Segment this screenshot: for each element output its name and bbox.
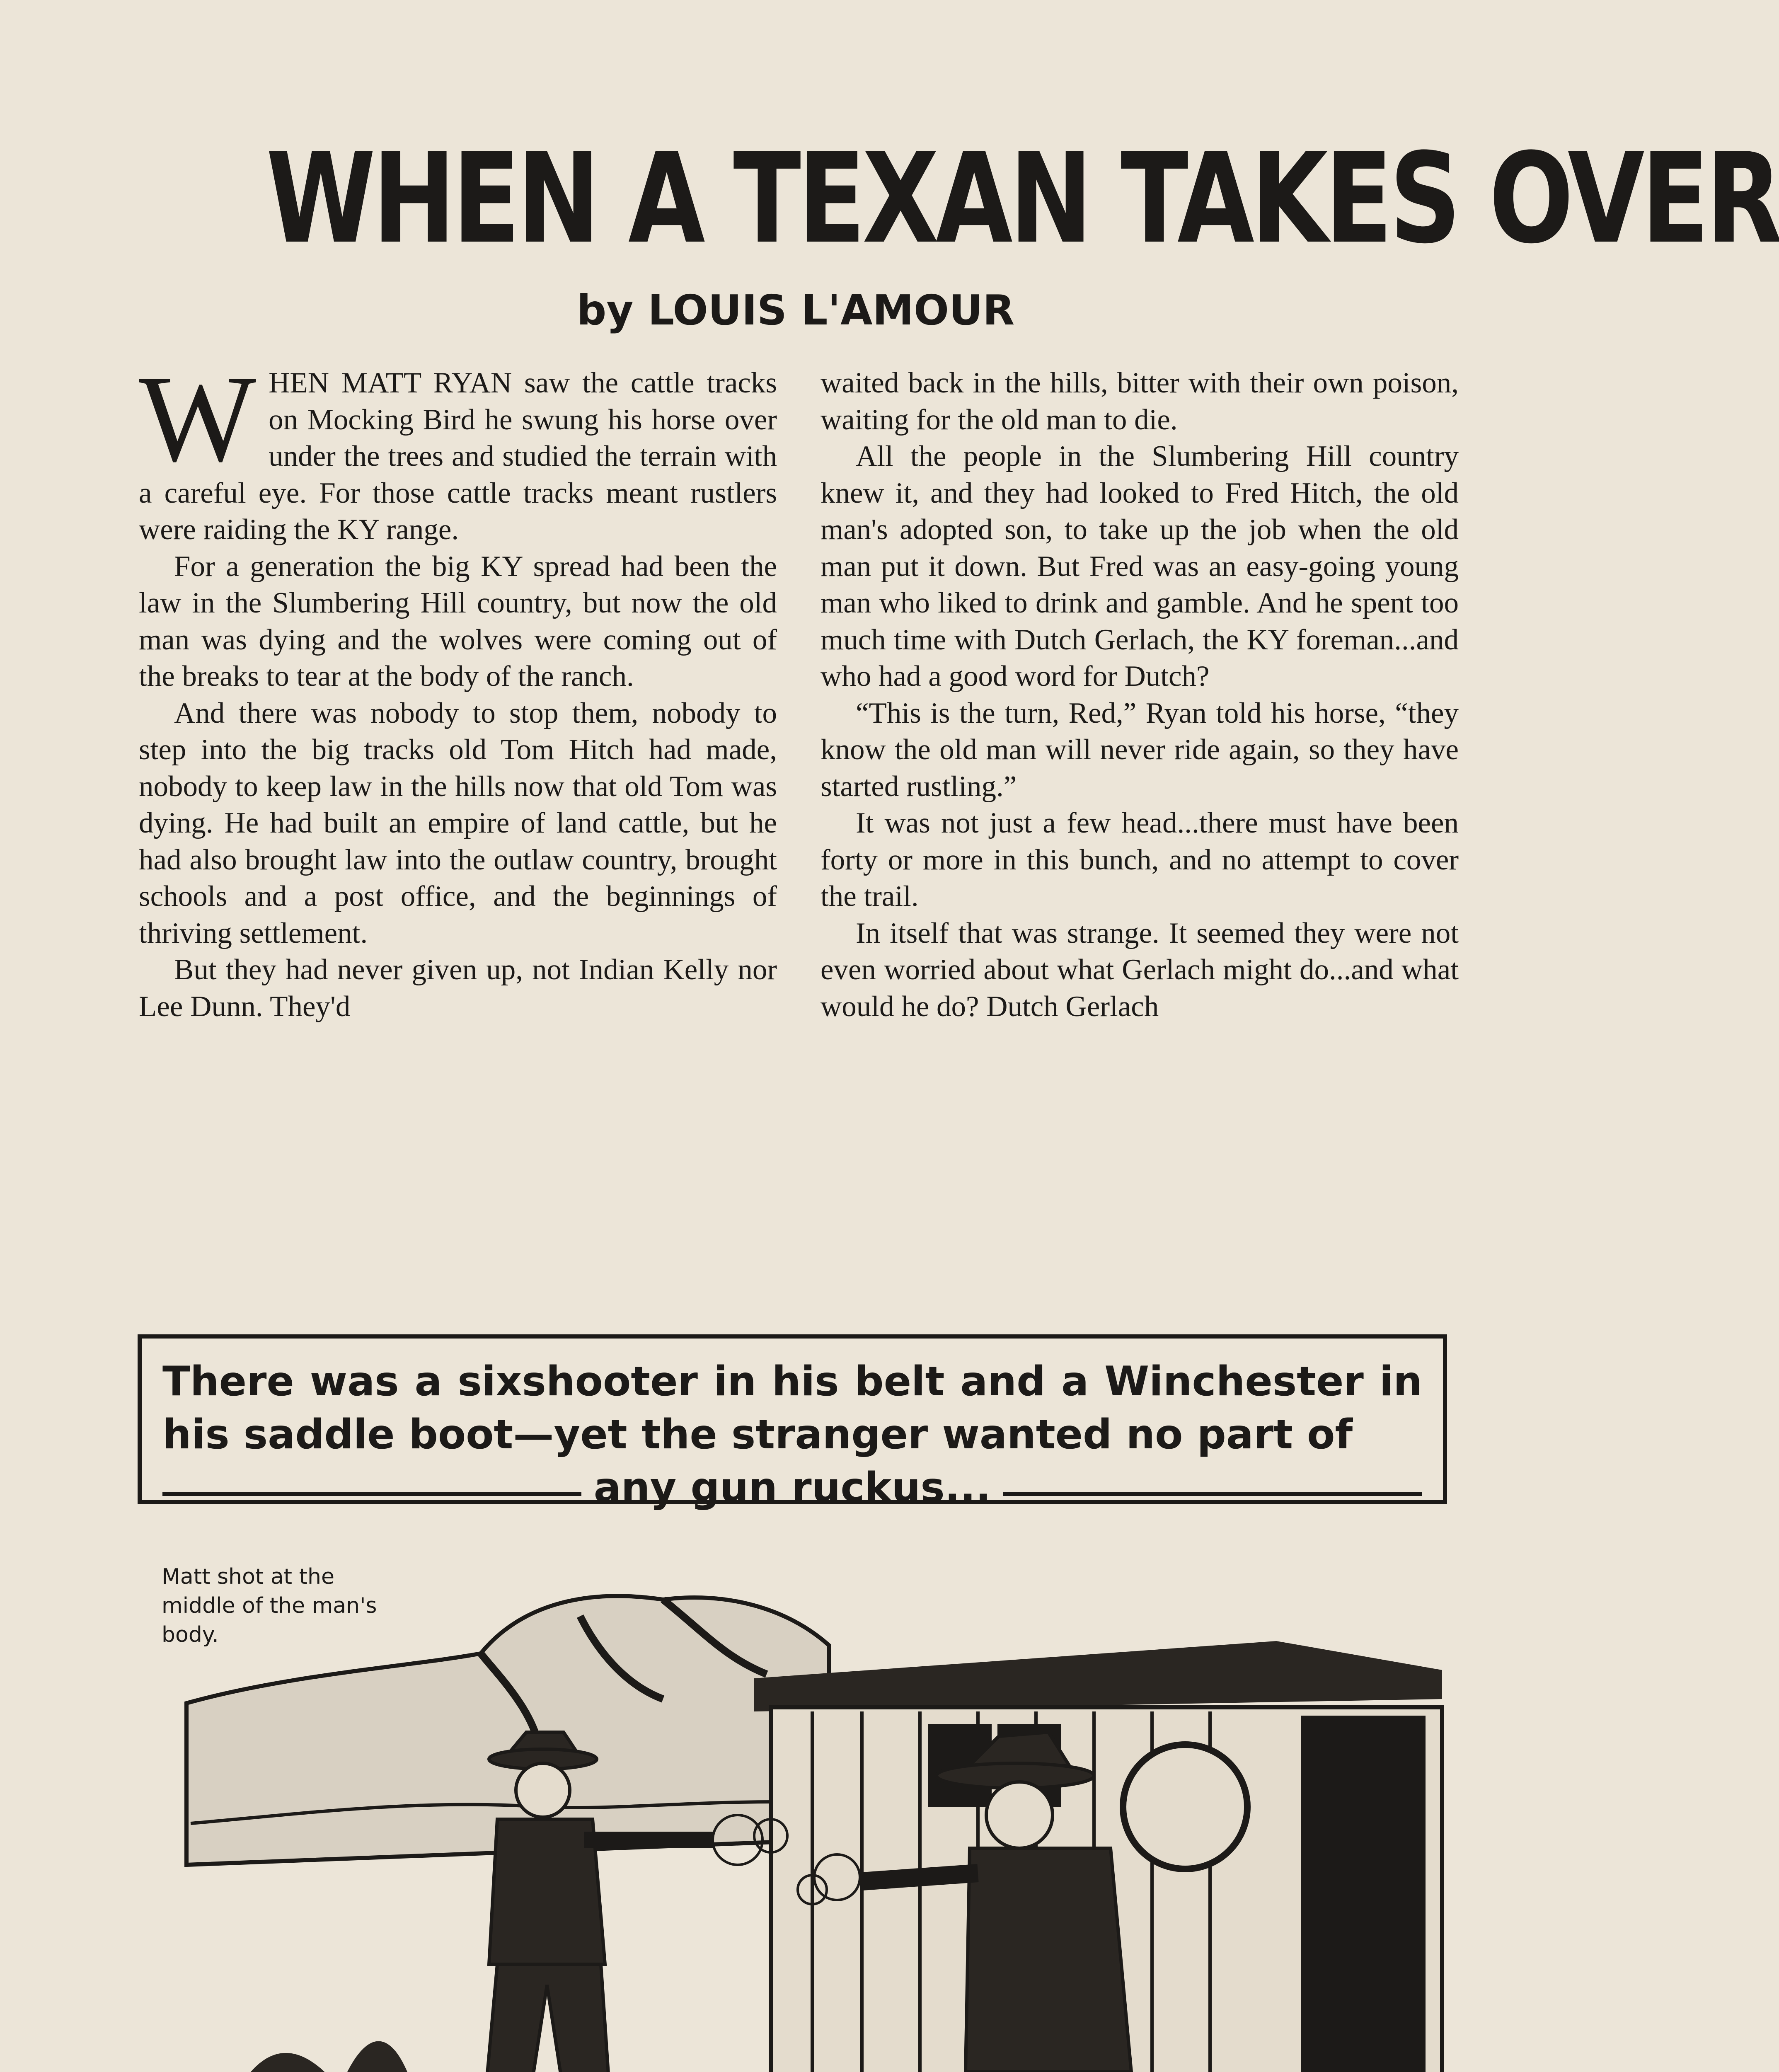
paragraph: In itself that was strange. It seemed they were not even worried about what Gerlach might do...and what would he do? Dutch Gerlach — [821, 917, 1459, 1023]
teaser-text: There was a sixshooter in his belt and a Winchester in his saddle boot—yet the stranger wanted no part of — [162, 1358, 1422, 1458]
shack-doorway — [1301, 1716, 1426, 2072]
article-title: WHEN A TEXAN TAKES OVER — [266, 126, 1779, 271]
paragraph: It was not just a few head...there must have been forty or more in this bunch, and no attempt to cover the trail. — [821, 807, 1459, 913]
article-byline: by LOUIS L'AMOUR — [576, 286, 1015, 334]
teaser-text-end: any gun ruckus... — [593, 1464, 991, 1511]
teaser-last-line — [162, 1461, 1422, 1514]
text-column-right — [821, 365, 1459, 1293]
paragraph: But they had never given up, not Indian Kelly nor Lee Dunn. They'd — [139, 954, 777, 1023]
illustration-caption: Matt shot at the middle of the man's body. — [162, 1564, 377, 1647]
teaser-box — [138, 1334, 1447, 1511]
brush-left — [215, 2041, 423, 2072]
paragraph: For a generation the big KY spread had been the law in the Slumbering Hill country, but now the old man was dying and the wolves were coming out of the breaks to tear at the body of the ranch. — [139, 550, 777, 692]
paragraph: WHEN MATT RYAN saw the cattle tracks on Mocking Bird he swung his horse over under the trees and studied the terrain with a careful eye. For those cattle tracks meant rustlers were raiding the KY range. — [139, 350, 777, 546]
paragraph: All the people in the Slumbering Hill country knew it, and they had looked to Fred Hitch, the old man's adopted son, to take up the job when the old man put it down. But Fred was an easy-going young man who liked to drink and gamble. And he spent too much time with Dutch Gerlach, the KY foreman...and who had a good word for Dutch? — [821, 440, 1459, 692]
teaser-rule-right — [1003, 1492, 1422, 1496]
drop-cap: W — [139, 350, 257, 487]
paragraph: And there was nobody to stop them, nobody to step into the big tracks old Tom Hitch had made, nobody to keep law in the hills now that old Tom was dying. He had built an empire of land cattle, but he had also brought law into the outlaw country, brought schools and a post office, and the beginnings of thriving settlement. — [139, 697, 777, 949]
teaser-rule-left — [162, 1492, 581, 1496]
hanging-tub — [1123, 1745, 1247, 1869]
paragraph: waited back in the hills, bitter with their own poison, waiting for the old man to die. — [821, 367, 1459, 436]
text-column-left — [139, 350, 777, 1293]
shack-roof — [754, 1641, 1442, 1711]
paragraph: “This is the turn, Red,” Ryan told his horse, “they know the old man will never ride again, so they have started rustling.” — [821, 697, 1459, 803]
